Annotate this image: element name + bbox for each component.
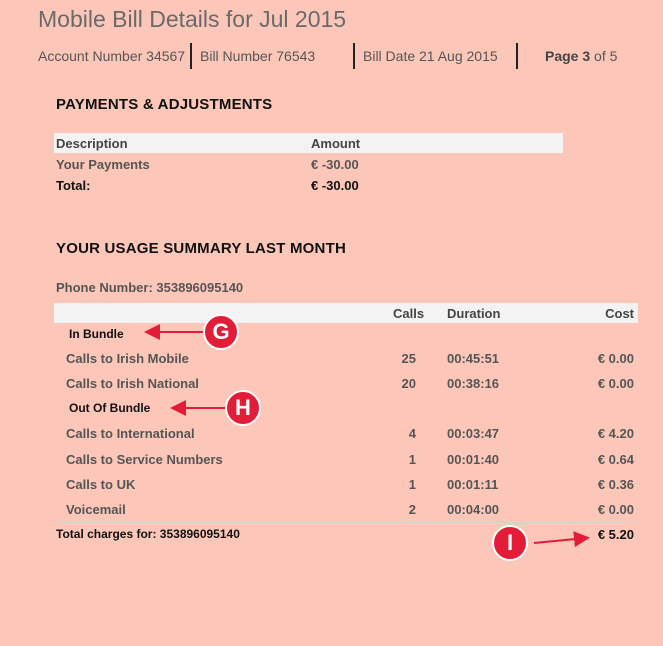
usage-row-cost: € 0.00 [597, 376, 634, 391]
usage-row-calls: 4 [408, 426, 416, 441]
usage-col-cost: Cost [605, 306, 634, 321]
usage-row-name: Calls to UK [66, 477, 136, 492]
usage-row-calls: 25 [401, 351, 416, 366]
usage-total-cost: € 5.20 [597, 527, 634, 542]
usage-row-duration: 00:03:47 [447, 426, 500, 441]
bill-number: Bill Number 76543 [200, 48, 316, 64]
usage-row-cost: € 0.00 [597, 502, 634, 517]
usage-row-name: Calls to Irish Mobile [66, 351, 189, 366]
payments-total-amount: € -30.00 [311, 178, 359, 193]
marker-i: I [492, 525, 528, 561]
marker-g: G [203, 314, 239, 350]
usage-row-cost: € 0.36 [597, 477, 634, 492]
usage-row-cost: € 4.20 [597, 426, 634, 441]
usage-row-calls: 1 [408, 477, 416, 492]
usage-row-calls: 1 [408, 452, 416, 467]
usage-row-name: Calls to Irish National [66, 376, 199, 391]
usage-total-label: Total charges for: 353896095140 [56, 527, 240, 541]
usage-row-cost: € 0.00 [597, 351, 634, 366]
usage-row-calls: 20 [401, 376, 416, 391]
page-title: Mobile Bill Details for Jul 2015 [38, 6, 347, 32]
usage-row-calls: 2 [408, 502, 416, 517]
usage-row-name: Calls to Service Numbers [66, 452, 223, 467]
marker-h: H [225, 390, 261, 426]
payments-col-description: Description [56, 136, 128, 151]
usage-section-title: YOUR USAGE SUMMARY LAST MONTH [56, 240, 346, 257]
bill-date: Bill Date 21 Aug 2015 [363, 48, 498, 64]
out-bundle-label: Out Of Bundle [69, 401, 151, 415]
usage-row-duration: 00:38:16 [447, 376, 500, 391]
page-total: of 5 [594, 48, 618, 64]
usage-row-duration: 00:01:11 [447, 477, 499, 492]
usage-row-cost: € 0.64 [597, 452, 634, 467]
usage-col-calls: Calls [393, 306, 425, 321]
payments-section-title: PAYMENTS & ADJUSTMENTS [56, 96, 273, 113]
usage-row-duration: 00:04:00 [447, 502, 500, 517]
usage-row-name: Voicemail [66, 502, 126, 517]
usage-col-duration: Duration [447, 306, 501, 321]
page-number: Page 3 [545, 48, 591, 64]
usage-row-duration: 00:01:40 [447, 452, 500, 467]
payments-col-amount: Amount [311, 136, 361, 151]
usage-row-name: Calls to International [66, 426, 195, 441]
phone-number-line: Phone Number: 353896095140 [56, 280, 244, 295]
payments-row-amount: € -30.00 [311, 157, 359, 172]
account-number: Account Number 34567 [38, 48, 186, 64]
in-bundle-label: In Bundle [69, 327, 124, 341]
payments-total-label: Total: [56, 178, 91, 193]
payments-row-description: Your Payments [56, 157, 150, 172]
usage-row-duration: 00:45:51 [447, 351, 500, 366]
arrow-i [534, 538, 586, 543]
